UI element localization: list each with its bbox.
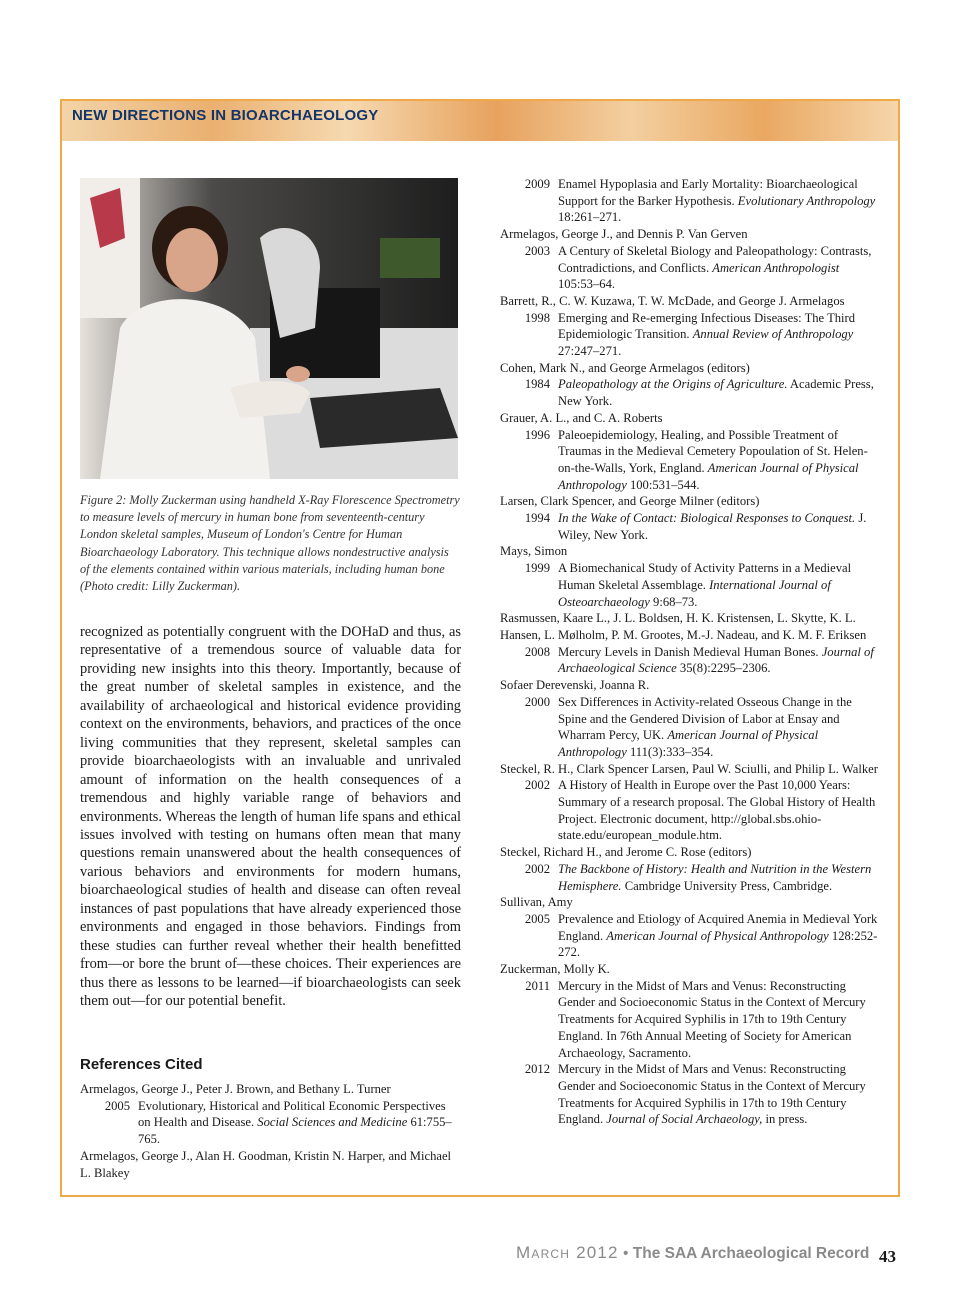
reference-year: 2005 <box>524 911 550 926</box>
reference-year-cell <box>500 243 550 293</box>
reference-entry <box>500 911 880 961</box>
reference-journal: American Journal of Physical Anthropology <box>606 928 829 943</box>
reference-details: Academic Press, New York. <box>558 377 874 409</box>
reference-title: A Century of Skeletal Biology and Paleopathology: Contrasts, Contradictions, and Conflicts. <box>558 243 872 275</box>
reference-journal: American Anthropologist <box>712 260 840 275</box>
reference-year: 1984 <box>524 377 550 392</box>
reference-journal: In the Wake of Contact: Biological Responses to Conquest. <box>558 511 856 526</box>
reference-text <box>550 427 880 494</box>
reference-year-cell <box>500 376 550 409</box>
reference-author: Steckel, R. H., Clark Spencer Larsen, Paul W. Sciulli, and Philip L. Walker <box>500 761 878 776</box>
reference-year: 1998 <box>524 310 550 325</box>
references-heading: References Cited <box>80 1056 203 1073</box>
reference-year: 2002 <box>524 861 550 876</box>
reference-year: 2000 <box>524 694 550 709</box>
reference-text <box>550 644 880 677</box>
reference-details: 18:261–271. <box>558 210 622 225</box>
reference-text <box>550 176 880 226</box>
reference-title: Mercury Levels in Danish Medieval Human Bones. <box>558 644 822 659</box>
reference-year: 2008 <box>524 644 550 659</box>
reference-year-cell <box>500 560 550 610</box>
reference-author: Armelagos, George J., Alan H. Goodman, Kristin N. Harper, and Michael L. Blakey <box>80 1148 452 1180</box>
reference-details: 128:252-272. <box>558 928 878 960</box>
reference-year: 2012 <box>524 1062 550 1077</box>
reference-text <box>550 560 880 610</box>
reference-year: 1999 <box>524 561 550 576</box>
reference-details: Cambridge University Press, Cambridge. <box>621 878 833 893</box>
reference-entry <box>500 176 880 226</box>
footer-month: March 2012 <box>516 1243 619 1262</box>
reference-title: A Biomechanical Study of Activity Patterns in a Medieval Human Skeletal Assemblage. <box>558 561 852 592</box>
reference-year: 2011 <box>525 978 550 993</box>
reference-title: Mercury in the Midst of Mars and Venus: Reconstructing Gender and Socioeconomic Status in the Context of Mercury Treatments for Acquired Syphilis in 17th to 19th Century England. <box>558 1062 866 1127</box>
reference-author: Armelagos, George J., Peter J. Brown, and Bethany L. Turner <box>80 1082 391 1096</box>
reference-entry <box>500 694 880 761</box>
reference-journal: Annual Review of Anthropology <box>692 327 854 342</box>
reference-text <box>550 911 880 961</box>
reference-author: Grauer, A. L., and C. A. Roberts <box>500 410 663 425</box>
reference-year: 2005 <box>104 1098 130 1113</box>
photo-illustration <box>80 178 458 479</box>
reference-details: 61:755–765. <box>138 1115 452 1147</box>
references-left-column <box>80 1081 460 1181</box>
reference-text <box>550 510 880 543</box>
section-banner <box>62 101 898 141</box>
body-paragraph: recognized as potentially congruent with the DOHaD and thus, as representative of a tremendous source of valuable data for providing new insights into this theory. Importantly, because of the great number of skeletal samples in existence, and the availability of archaeological and historical evidence providing context on the environments, behaviors, and practices of the once living communities that they represent, skeletal samples can provide bioarchaeologists with an invaluable and unrivaled amount of information on the health consequences of a tremendous and highly variable range of behaviors and environments. Whereas the length of human life spans and ethical issues involved with testing on humans often mean that many questions remain unanswered about the health consequences of various behaviors and environments for modern humans, bioarchaeological studies of health and disease can often reveal instances of past populations that have already experienced those environments and engaged in those behaviors. Findings from these studies can further reveal whether their health benefitted from—or bore the brunt of—these choices. Their experiences are thus there as lessons to be learned—if bioarchaeologists can seek them out—for our potential benefit. <box>80 624 461 1010</box>
reference-year-cell <box>500 777 550 844</box>
reference-journal: The Backbone of History: Health and Nutrition in the Western Hemisphere. <box>558 861 872 893</box>
reference-details: 111(3):333–354. <box>626 744 714 759</box>
reference-text <box>550 243 880 293</box>
reference-year-cell <box>500 861 550 894</box>
reference-author: Rasmussen, Kaare L., J. L. Boldsen, H. K. Kristensen, L. Skytte, K. L. Hansen, L. Mølholm, P. M. Grootes, M.-J. Nadeau, and K. M. F. Eriksen <box>500 611 867 642</box>
reference-entry <box>500 376 880 409</box>
reference-text <box>550 376 880 409</box>
reference-year-cell <box>80 1098 130 1148</box>
reference-details: in press. <box>762 1112 808 1127</box>
reference-text <box>550 861 880 894</box>
reference-details: 35(8):2295–2306. <box>676 661 771 676</box>
footer-journal: The SAA Archaeological Record <box>632 1245 870 1262</box>
reference-entry <box>500 560 880 610</box>
reference-entry <box>500 777 880 844</box>
reference-year-cell <box>500 310 550 360</box>
reference-title: Paleoepidemiology, Healing, and Possible Treatment of Traumas in the Medieval Cemetery Popoulation of St. Helen-on-the-Walls, York, England. <box>558 427 868 475</box>
reference-journal: American Journal of Physical Anthropology <box>558 728 819 759</box>
reference-title: Prevalence and Etiology of Acquired Anemia in Medieval York England. <box>558 911 878 943</box>
reference-journal: Evolutionary Anthropology <box>737 193 876 208</box>
reference-journal: Paleopathology at the Origins of Agriculture. <box>558 377 788 392</box>
reference-entry <box>500 644 880 677</box>
reference-year-cell <box>500 510 550 543</box>
reference-entry <box>500 510 880 543</box>
reference-year-cell <box>500 427 550 494</box>
reference-text <box>550 310 880 360</box>
reference-details: 27:247–271. <box>558 344 622 359</box>
reference-year-cell <box>500 694 550 761</box>
page-number: 43 <box>879 1247 896 1266</box>
reference-author: Cohen, Mark N., and George Armelagos (editors) <box>500 360 750 375</box>
reference-title: Evolutionary, Historical and Political Economic Perspectives on Health and Disease. <box>138 1098 446 1130</box>
reference-details: J. Wiley, New York. <box>558 511 867 542</box>
reference-text <box>130 1098 460 1148</box>
reference-author: Mays, Simon <box>500 544 568 559</box>
reference-entry <box>500 978 880 1062</box>
reference-author: Sullivan, Amy <box>500 895 573 910</box>
reference-title: Enamel Hypoplasia and Early Mortality: Bioarchaeological Support for the Barker Hypothesis. <box>558 177 858 208</box>
references-right-column <box>500 176 880 1128</box>
reference-author: Zuckerman, Molly K. <box>500 962 610 977</box>
reference-entry <box>500 861 880 894</box>
reference-author: Barrett, R., C. W. Kuzawa, T. W. McDade, and George J. Armelagos <box>500 293 845 308</box>
reference-journal: American Journal of Physical Anthropology <box>558 460 859 492</box>
reference-title: Sex Differences in Activity-related Osseous Change in the Spine and the Gendered Division of Labor at Ensay and Wharram Percy, UK. <box>558 694 852 743</box>
reference-text <box>550 777 880 844</box>
reference-author: Larsen, Clark Spencer, and George Milner (editors) <box>500 494 760 509</box>
reference-year: 2009 <box>524 177 550 191</box>
reference-year: 2002 <box>524 778 550 793</box>
reference-year: 1994 <box>524 511 550 526</box>
reference-entry <box>500 310 880 360</box>
reference-year-cell <box>500 978 550 1062</box>
reference-entry <box>500 243 880 293</box>
reference-entry <box>500 1061 880 1128</box>
reference-journal: Social Sciences and Medicine <box>257 1115 408 1130</box>
reference-author: Sofaer Derevenski, Joanna R. <box>500 678 650 693</box>
reference-year-cell <box>500 1061 550 1128</box>
footer-separator: • <box>618 1245 633 1262</box>
reference-year-cell <box>500 644 550 677</box>
reference-details: 100:531–544. <box>626 477 700 492</box>
figure-photo <box>80 178 458 479</box>
reference-entry <box>80 1098 460 1148</box>
reference-author: Steckel, Richard H., and Jerome C. Rose (editors) <box>500 845 752 860</box>
reference-text <box>550 1061 880 1128</box>
reference-journal: Journal of Social Archaeology, <box>606 1112 763 1127</box>
reference-journal: International Journal of Osteoarchaeology <box>558 577 831 609</box>
reference-year-cell <box>500 176 550 226</box>
reference-journal: Journal of Archaeological Science <box>558 644 874 676</box>
reference-details: 105:53–64. <box>558 277 616 292</box>
reference-title: A History of Health in Europe over the Past 10,000 Years: Summary of a research proposal. The Global History of Health Project. Electronic document, http://global.sbs.ohio-state.edu/european_module.htm. <box>558 778 876 843</box>
page-footer <box>516 1243 869 1263</box>
section-title: NEW DIRECTIONS IN BIOARCHAEOLOGY <box>72 107 379 124</box>
reference-text <box>550 978 880 1062</box>
reference-year: 2003 <box>524 243 550 258</box>
reference-text <box>550 694 880 761</box>
reference-year: 1996 <box>524 427 550 442</box>
reference-author: Armelagos, George J., and Dennis P. Van Gerven <box>500 227 748 242</box>
reference-details: 9:68–73. <box>649 594 698 609</box>
reference-title: Mercury in the Midst of Mars and Venus: Reconstructing Gender and Socioeconomic Status in the Context of Mercury Treatments for Acquired Syphilis in 17th to 19th Century England. In 76th Annual Meeting of Society for American Archaeology, Sacramento. <box>558 978 866 1060</box>
reference-entry <box>500 427 880 494</box>
figure-caption: Figure 2: Molly Zuckerman using handheld X-Ray Florescence Spectrometry to measure levels of mercury in human bone from seventeenth-century London skeletal samples, Museum of London's Centre for Human Bioarchaeology Laboratory. This technique allows nondestructive analysis of the elements contained within various materials, including human bone (Photo credit: Lilly Zuckerman). <box>80 493 460 594</box>
reference-title: Emerging and Re-emerging Infectious Diseases: The Third Epidemiologic Transition. <box>558 310 856 342</box>
reference-year-cell <box>500 911 550 961</box>
